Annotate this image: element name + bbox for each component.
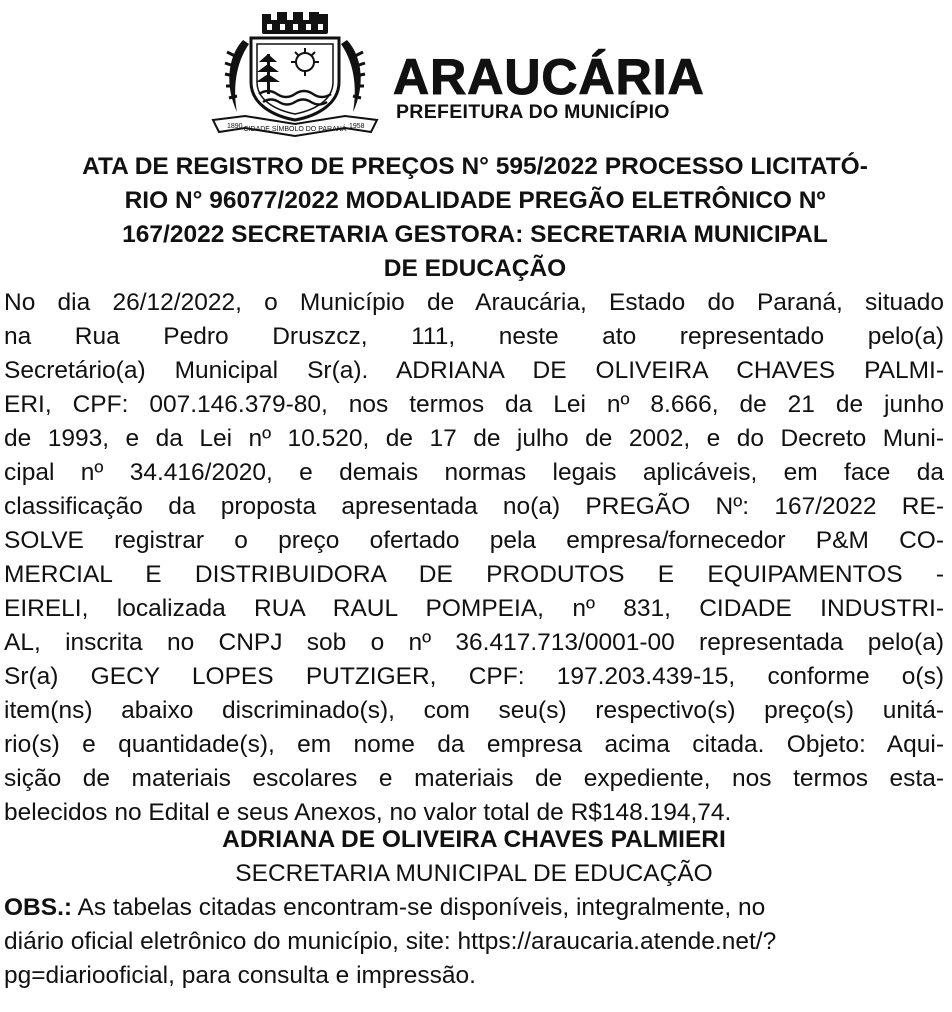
obs-line: diário oficial eletrônico do município, site: https://araucaria.atende.net/? [4,928,777,955]
body-line: cipal nº 34.416/2020, e demais normas legais aplicáveis, em face da [4,459,944,486]
body-line: MERCIAL E DISTRIBUIDORA DE PRODUTOS E EQUIPAMENTOS - [4,561,944,588]
signatory-role: SECRETARIA MUNICIPAL DE EDUCAÇÃO [235,860,713,887]
body-line: ERI, CPF: 007.146.379-80, nos termos da Lei nº 8.666, de 21 de junho [4,391,944,418]
body-line: No dia 26/12/2022, o Município de Araucária, Estado do Paraná, situado [4,289,944,316]
obs-label: OBS.: [4,894,73,921]
obs-text: As tabelas citadas encontram-se disponíveis, integralmente, no [72,894,766,921]
crest-year-right: 1958 [349,123,365,130]
header-logo [205,12,745,140]
title-line: ATA DE REGISTRO DE PREÇOS N° 595/2022 PROCESSO LICITATÓ- [82,153,868,180]
crest-banner-text: CIDADE SÍMBOLO DO PARANÁ [243,126,347,133]
municipality-name: ARAUCÁRIA [393,49,705,105]
body-line: Secretário(a) Municipal Sr(a). ADRIANA DE OLIVEIRA CHAVES PALMI- [4,357,944,384]
body-line: classificação da proposta apresentada no(a) PREGÃO Nº: 167/2022 RE- [4,493,944,520]
body-line: item(ns) abaixo discriminado(s), com seu(s) respectivo(s) preço(s) unitá- [4,697,944,724]
body-line: Sr(a) GECY LOPES PUTZIGER, CPF: 197.203.439-15, conforme o(s) [4,663,944,690]
body-line: SOLVE registrar o preço ofertado pela empresa/fornecedor P&M CO- [4,527,944,554]
body-line: AL, inscrita no CNPJ sob o nº 36.417.713/0001-00 representada pelo(a) [4,629,944,656]
title-line: DE EDUCAÇÃO [383,255,567,282]
body-line: sição de materiais escolares e materiais de expediente, nos termos esta- [4,765,944,792]
document-title [4,150,946,286]
title-line: 167/2022 SECRETARIA GESTORA: SECRETARIA MUNICIPAL [122,221,828,248]
body-line: EIRELI, localizada RUA RAUL POMPEIA, nº 831, CIDADE INDUSTRI- [4,595,944,622]
municipal-coat-of-arms-icon [205,12,385,140]
document-body [4,286,944,830]
obs-line: pg=diariooficial, para consulta e impressão. [4,962,476,989]
body-line: rio(s) e quantidade(s), em nome da empresa acima citada. Objeto: Aqui- [4,731,944,758]
observation-note [4,891,944,993]
municipality-wordmark [393,49,733,123]
municipality-subtitle: PREFEITURA DO MUNICÍPIO [396,101,670,123]
title-line: RIO N° 96077/2022 MODALIDADE PREGÃO ELETRÔNICO Nº [124,187,826,214]
crest-year-left: 1890 [227,123,243,130]
obs-line [4,891,944,925]
body-line: na Rua Pedro Druszcz, 111, neste ato representado pelo(a) [4,323,944,350]
body-line: belecidos no Edital e seus Anexos, no valor total de R$148.194,74. [4,799,732,826]
signatory-name: ADRIANA DE OLIVEIRA CHAVES PALMIERI [222,826,726,853]
body-line: de 1993, e da Lei nº 10.520, de 17 de julho de 2002, e do Decreto Muni- [4,425,944,452]
